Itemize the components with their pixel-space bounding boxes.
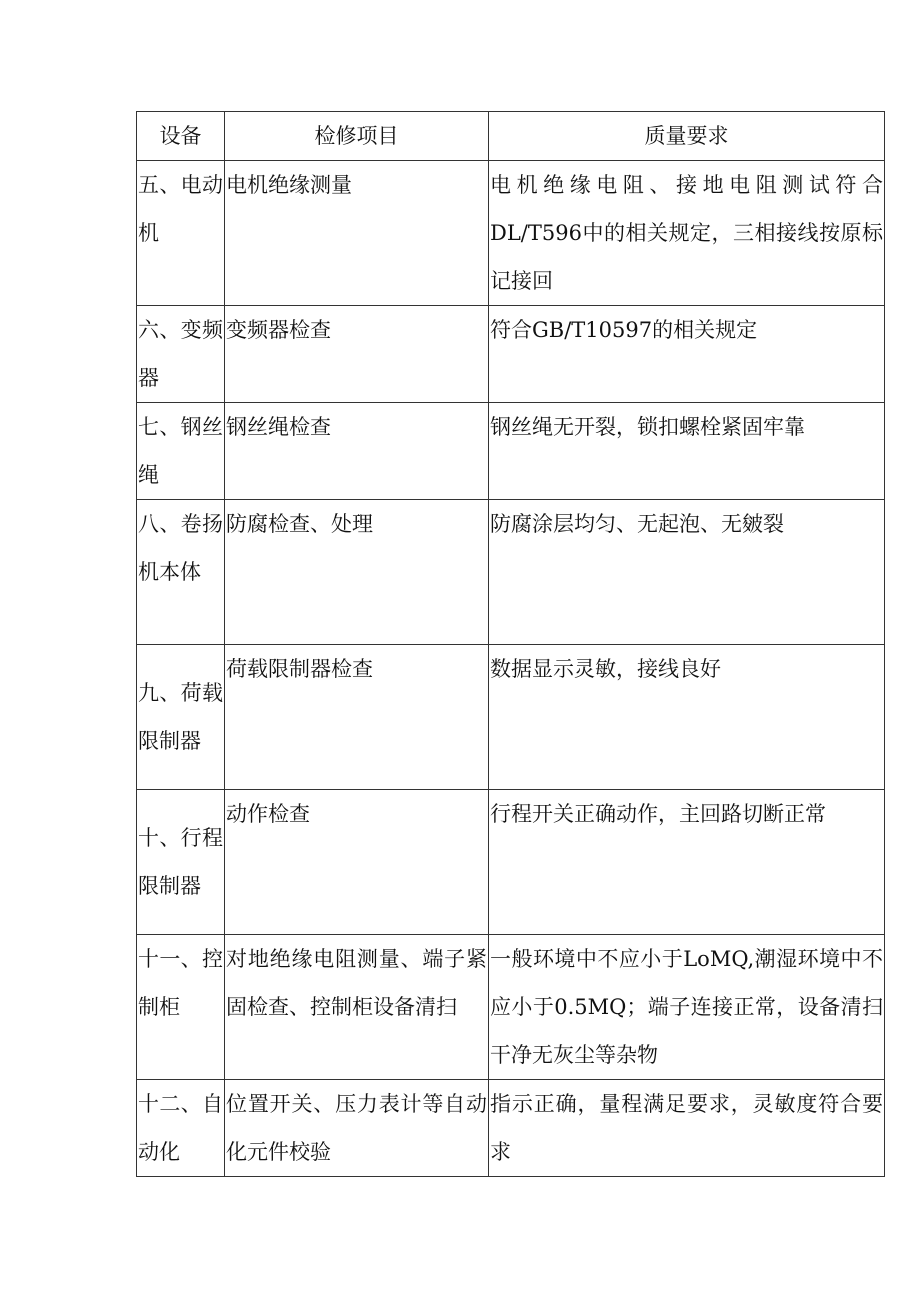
device-cell: 五、电动机 <box>137 161 225 306</box>
header-device: 设备 <box>137 112 225 161</box>
maintenance-table <box>136 111 885 1177</box>
item-cell: 变频器检查 <box>225 306 489 403</box>
item-cell: 电机绝缘测量 <box>225 161 489 306</box>
requirement-cell: 电机绝缘电阻、接地电阻测试符合DL/T596中的相关规定，三相接线按原标记接回 <box>489 161 885 306</box>
item-cell: 位置开关、压力表计等自动化元件校验 <box>225 1080 489 1177</box>
device-cell: 七、钢丝绳 <box>137 403 225 500</box>
table-row <box>137 403 885 500</box>
requirement-cell: 符合GB/T10597的相关规定 <box>489 306 885 403</box>
item-cell: 钢丝绳检查 <box>225 403 489 500</box>
table-row <box>137 645 885 790</box>
item-cell: 对地绝缘电阻测量、端子紧固检查、控制柜设备清扫 <box>225 935 489 1080</box>
device-cell: 九、荷载限制器 <box>137 645 225 790</box>
device-cell: 六、变频器 <box>137 306 225 403</box>
table-row <box>137 790 885 935</box>
item-cell: 动作检查 <box>225 790 489 935</box>
table-row <box>137 1080 885 1177</box>
table-row <box>137 306 885 403</box>
device-cell: 十、行程限制器 <box>137 790 225 935</box>
table-row <box>137 161 885 306</box>
device-cell: 十二、自动化 <box>137 1080 225 1177</box>
requirement-cell: 钢丝绳无开裂，锁扣螺栓紧固牢靠 <box>489 403 885 500</box>
header-item: 检修项目 <box>225 112 489 161</box>
table-header-row <box>137 112 885 161</box>
requirement-cell: 数据显示灵敏，接线良好 <box>489 645 885 790</box>
table-row <box>137 500 885 645</box>
requirement-cell: 行程开关正确动作，主回路切断正常 <box>489 790 885 935</box>
item-cell: 防腐检查、处理 <box>225 500 489 645</box>
table-row <box>137 935 885 1080</box>
requirement-cell: 指示正确，量程满足要求，灵敏度符合要求 <box>489 1080 885 1177</box>
device-cell: 八、卷扬机本体 <box>137 500 225 645</box>
header-requirement: 质量要求 <box>489 112 885 161</box>
requirement-cell: 一般环境中不应小于LoMQ,潮湿环境中不应小于0.5MQ；端子连接正常，设备清扫干净无灰尘等杂物 <box>489 935 885 1080</box>
device-cell: 十一、控制柜 <box>137 935 225 1080</box>
requirement-cell: 防腐涂层均匀、无起泡、无皴裂 <box>489 500 885 645</box>
item-cell: 荷载限制器检查 <box>225 645 489 790</box>
